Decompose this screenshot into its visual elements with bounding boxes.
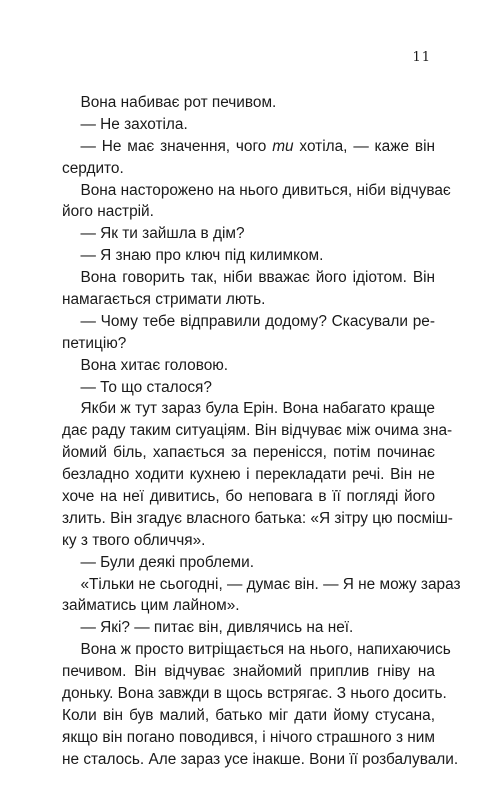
- text-line: доньку. Вона завжди в щось встрягає. З нього досить.: [62, 685, 447, 703]
- text-line: йомий біль, хапається за перенісся, потім починає: [62, 444, 435, 462]
- text-line: дає раду таким ситуаціям. Він відчуває між очима зна-: [62, 422, 453, 440]
- text-line: якщо він погано поводився, і нічого страшного з ним: [62, 728, 435, 746]
- text-line: його настрій.: [62, 203, 154, 221]
- text-line: — Були деякі проблеми.: [80, 553, 254, 571]
- page-number: 11: [412, 50, 431, 65]
- text-line: Вона говорить так, ніби вважає його ідіотом. Він: [80, 269, 435, 287]
- text-line: Вона настороженo на нього дивиться, ніби відчуває: [80, 181, 451, 199]
- text-line: намагається стримати лють.: [62, 291, 266, 309]
- text-line: — Не захотіла.: [80, 115, 188, 133]
- text-line: сердито.: [62, 159, 124, 177]
- text-line: — Як ти зайшла в дім?: [80, 225, 245, 243]
- text-line: Вона ж просто витріщається на нього, напихаючись: [80, 641, 451, 659]
- text-line: Якби ж тут зараз була Ерін. Вона набагато краще: [80, 400, 435, 418]
- text-line: злить. Він згадує власного батька: «Я зітру цю посміш-: [62, 509, 453, 527]
- text-line: — Чому тебе відправили додому? Скасували ре-: [80, 312, 435, 330]
- text-line: не сталось. Але зараз усе інакше. Вони її розбалували.: [62, 750, 459, 768]
- text-line: хоче на неї дивитись, бо неповага в її погляді його: [62, 488, 435, 506]
- text-line: Вона хитає головою.: [80, 356, 229, 374]
- text-line: — Я знаю про ключ під килимком.: [80, 247, 324, 265]
- text-line: ку з твого обличчя».: [62, 531, 206, 549]
- text-line: — Які? — питає він, дивлячись на неї.: [80, 619, 354, 637]
- text-line: печивом. Він відчуває знайомий приплив гніву на: [62, 663, 435, 681]
- text-line: — Не має значення, чого ти хотіла, — каже він: [80, 137, 435, 155]
- text-line: «Тільки не сьогодні, — думає він. — Я не можу зараз: [80, 575, 461, 593]
- text-line: Вона набиває рот печивом.: [80, 94, 277, 111]
- text-line: займатись цим лайном».: [62, 597, 240, 615]
- text-line: петицію?: [62, 334, 127, 352]
- text-line: Коли він був малий, батько міг дати йому стусана,: [62, 706, 435, 724]
- body-text: [62, 92, 461, 771]
- text-line: безладно ходити кухнею і перекладати речі. Він не: [62, 466, 435, 484]
- text-line: — То що сталося?: [80, 378, 212, 396]
